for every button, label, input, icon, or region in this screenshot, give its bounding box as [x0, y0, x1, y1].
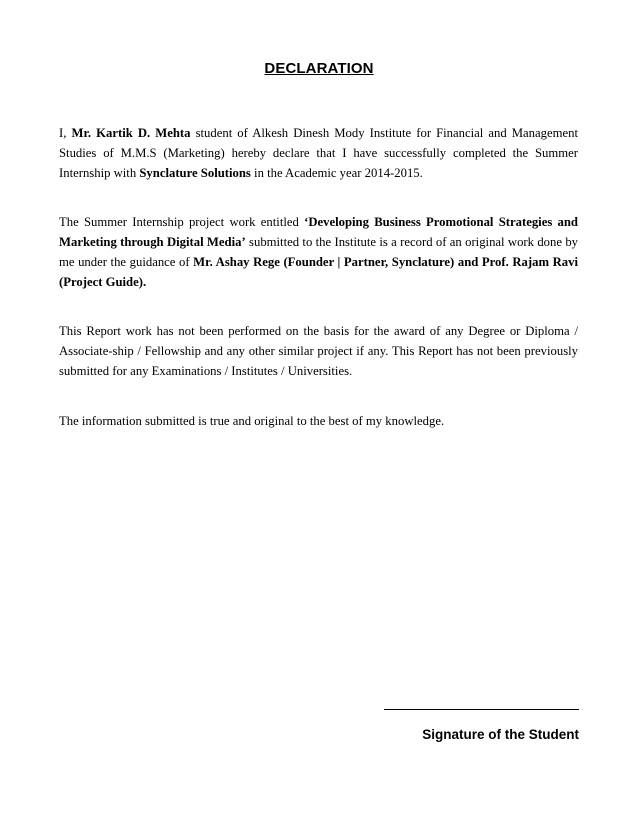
project-guides: Mr. Ashay Rege (Founder | Partner, Synclature) and Prof. Rajam Ravi (Project Guide).	[59, 255, 578, 289]
project-title: ‘Developing Business Promotional Strategies and Marketing through Digital Media’	[59, 215, 578, 249]
paragraph1-text-2: student of Alkesh Dinesh Mody Institute for Financial and Management Studies of M.M.S (Marketing) hereby declare that I have successfully completed the Summer Internship with	[59, 126, 578, 180]
company-name: Synclature Solutions	[139, 166, 251, 180]
paragraph1-text-1: I,	[59, 126, 72, 140]
page-title: DECLARATION	[264, 60, 374, 77]
paragraph-truth-statement: The information submitted is true and original to the best of my knowledge.	[59, 414, 445, 428]
paragraph-originality: This Report work has not been performed on the basis for the award of any Degree or Diploma / Associate-ship / Fellowship and any other similar project if any. This Report has not been previously submitted for any Examinations / Institutes / Universities.	[59, 324, 578, 378]
paragraph1-text-3: in the Academic year 2014-2015.	[250, 166, 423, 180]
paragraph-project-details	[59, 212, 578, 292]
paragraph2-text-2: submitted to the Institute is a record of an original work done by me under the guidance of	[59, 235, 579, 269]
signature-line	[384, 709, 579, 710]
student-name: Mr. Kartik D. Mehta	[71, 126, 191, 140]
paragraph2-text-1: The Summer Internship project work entitled	[59, 215, 305, 229]
paragraph-student-details	[59, 123, 578, 183]
signature-label: Signature of the Student	[422, 727, 579, 742]
